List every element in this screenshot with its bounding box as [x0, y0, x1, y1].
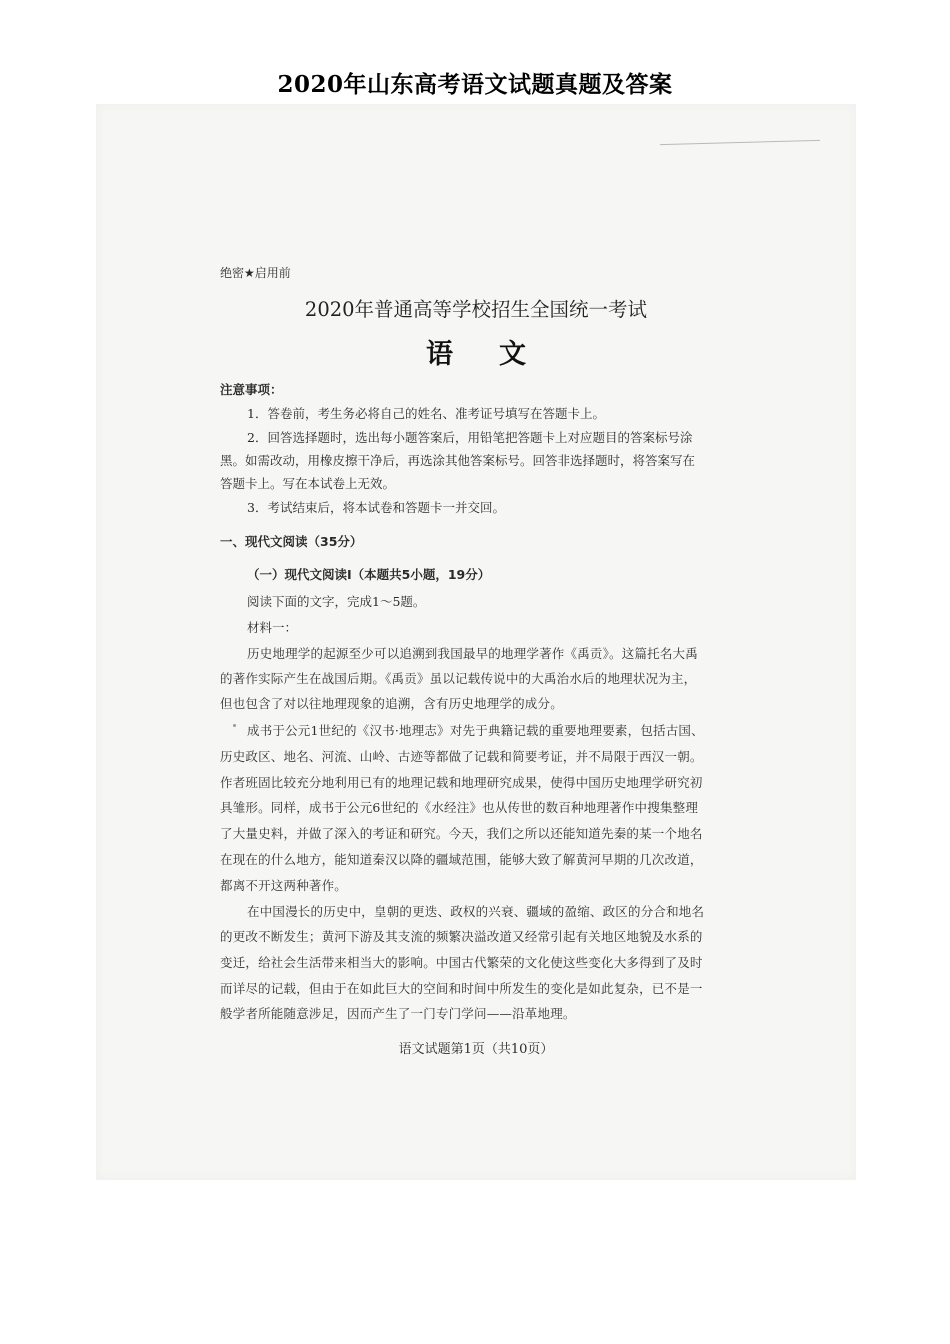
subsection-heading: （一）现代文阅读Ⅰ（本题共5小题，19分）	[247, 567, 491, 582]
paragraph-line: 具雏形。同样，成书于公元6世纪的《水经注》也从传世的数百种地理著作中搜集整理	[220, 800, 699, 815]
paragraph-line: 都离不开这两种著作。	[220, 878, 348, 893]
paragraph-line: 但也包含了对以往地理现象的追溯，含有历史地理学的成分。	[220, 696, 563, 711]
notice-line: 1．答卷前，考生务必将自己的姓名、准考证号填写在答题卡上。	[247, 406, 605, 421]
subject-title: 语文	[426, 339, 572, 370]
paragraph-line: 历史地理学的起源至少可以追溯到我国最早的地理学著作《禹贡》。这篇托名大禹	[247, 646, 698, 661]
instruction-text: 阅读下面的文字，完成1～5题。	[247, 594, 426, 609]
notice-line: 2．回答选择题时，选出每小题答案后，用铅笔把答题卡上对应题目的答案标号涂	[247, 430, 693, 445]
notice-line: 答题卡上。写在本试卷上无效。	[220, 476, 396, 491]
paragraph-line: 了大量史料，并做了深入的考证和研究。今天，我们之所以还能知道先秦的某一个地名	[220, 826, 703, 841]
paragraph-line: 般学者所能随意涉足，因而产生了一门专门学问——沿革地理。	[220, 1006, 576, 1021]
scan-mark-line	[660, 140, 820, 145]
paragraph-line: 在中国漫长的历史中，皇朝的更迭、政权的兴衰、疆域的盈缩、政区的分合和地名	[247, 904, 705, 919]
exam-title: 2020年普通高等学校招生全国统一考试	[304, 298, 648, 321]
paragraph-line: 的著作实际产生在战国后期。《禹贡》虽以记载传说中的大禹治水后的地理状况为主，	[220, 671, 697, 686]
material-label: 材料一：	[247, 620, 298, 635]
notice-line: 3．考试结束后，将本试卷和答题卡一并交回。	[247, 500, 505, 515]
paragraph-line: 在现在的什么地方，能知道秦汉以降的疆域范围，能够大致了解黄河早期的几次改道，	[220, 852, 703, 867]
paragraph-line: 作者班固比较充分地利用已有的地理记载和地理研究成果，使得中国历史地理学研究初	[220, 775, 703, 790]
confidential-label: 绝密★启用前	[220, 266, 291, 280]
paragraph-line: 成书于公元1世纪的《汉书·地理志》对先于典籍记载的重要地理要素，包括古国、	[247, 723, 704, 738]
page-footer: 语文试题第1页（共10页）	[398, 1042, 554, 1057]
notice-line: 黑。如需改动，用橡皮擦干净后，再选涂其他答案标号。回答非选择题时，将答案写在	[220, 453, 696, 468]
notice-heading: 注意事项：	[220, 382, 283, 397]
paragraph-line: 而详尽的记载，但由于在如此巨大的空间和时间中所发生的变化是如此复杂，已不是一	[220, 981, 703, 996]
section-heading: 一、现代文阅读（35分）	[220, 534, 363, 549]
document-title: 2020年山东高考语文试题真题及答案	[277, 71, 673, 98]
scan-speck	[233, 724, 236, 727]
scanned-exam-page	[96, 104, 856, 1180]
paragraph-line: 历史政区、地名、河流、山岭、古迹等都做了记载和简要考证，并不局限于西汉一朝。	[220, 749, 703, 764]
paragraph-line: 的更改不断发生；黄河下游及其支流的频繁决溢改道又经常引起有关地区地貌及水系的	[220, 929, 703, 944]
paragraph-line: 变迁，给社会生活带来相当大的影响。中国古代繁荣的文化使这些变化大多得到了及时	[220, 955, 703, 970]
